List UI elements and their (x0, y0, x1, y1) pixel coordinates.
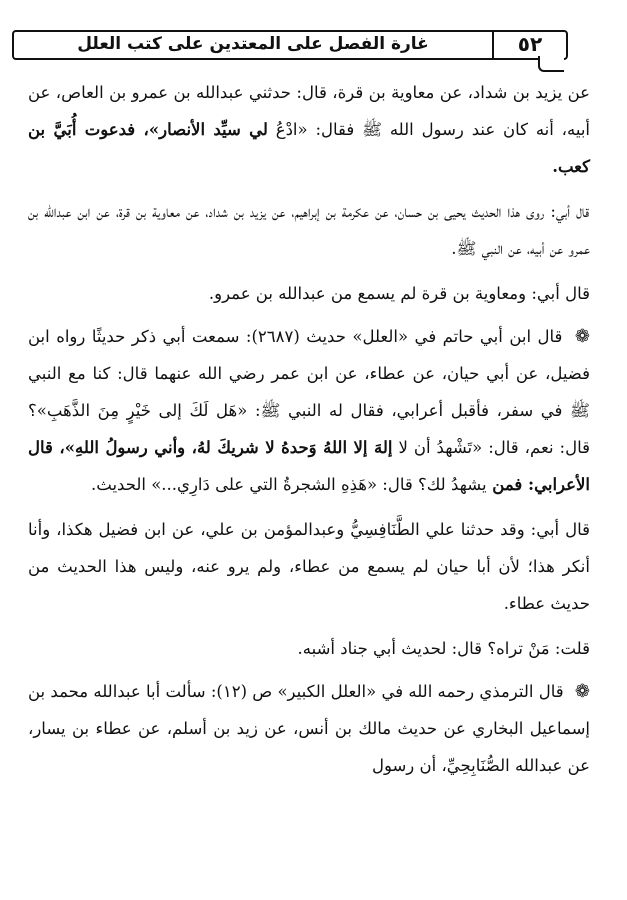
page-body (28, 74, 590, 792)
text-line: عمرو بن العاص، عن أبيه، أنه كان عند رسول الله ﷺ فقال: «ادْعُ (28, 83, 590, 139)
header-divider (492, 30, 494, 60)
paragraph-7 (28, 673, 590, 784)
paragraph-1 (28, 74, 590, 185)
text-line: قال أبي: ومعاوية بن قرة لم يسمع من عبدالله بن عمرو. (208, 284, 590, 303)
text-line: ﷺ: «هَل لَكَ إلى خَيْرٍ مِنَ الذَّهَبِ»؟ قال: نعم، قال: «تَشْهدُ أن لا (28, 401, 590, 457)
text-line: عن يزيد بن شداد، عن معاوية بن قرة، قال: حدثني عبدالله بن (168, 83, 590, 102)
paragraph-3 (28, 275, 590, 312)
text-line: عمرو عن أبيه، عن النبي ﷺ. (451, 239, 590, 258)
text-line: ذكر حديثًا رواه ابن فضيل، عن أبي حيان، عن عطاء، عن ابن عمر (28, 327, 590, 383)
page-header (12, 30, 568, 62)
text-line: قال أبي: وقد حدثنا علي الطَّنَافِسِيُّ وعبدالمؤمن بن علي، عن ابن (138, 520, 590, 539)
text-line: فضيل هكذا، وأنا أنكر هذا؛ لأن أبا حيان لم يسمع من عطاء، ولم يرو (28, 520, 590, 576)
text-line: يشهدُ لك؟ قال: «هَذِهِ الشجرةُ التي على دَارِي...» الحديث. (91, 475, 487, 494)
text-line: قال أبي: روى هذا الحديث يحيى بن حسان، عن عكرمة بن (319, 202, 590, 221)
text-line: عنه، وليس هذا الحديث من حديث عطاء. (28, 557, 590, 613)
paragraph-2 (28, 193, 590, 267)
text-line: إبراهيم، عن يزيد بن شداد، عن معاوية بن قرة، عن ابن عبدالله بن (28, 202, 320, 221)
book-title: غارة الفصل على المعتدين على كتب العلل (77, 34, 429, 54)
paragraph-6 (28, 630, 590, 667)
text-line: قال الترمذي رحمه الله في «العلل الكبير» ص (١٢): سألت أبا (140, 682, 564, 701)
text-line: قلت: مَنْ تراه؟ قال: لحديث أبي جناد أشبه. (297, 639, 590, 658)
flower-ornament-icon: ❁ (574, 326, 590, 347)
paragraph-5 (28, 511, 590, 622)
paragraph-4 (28, 318, 590, 503)
flower-ornament-icon: ❁ (574, 681, 590, 702)
text-line: عبدالله محمد بن إسماعيل البخاري عن حديث مالك بن أنس، عن (28, 682, 590, 738)
header-corner-tab (538, 56, 564, 72)
page-number: ٥٢ (517, 32, 543, 56)
text-line: زيد بن أسلم، عن عطاء بن يسار، عن عبدالله الصُّنَابِحِيِّ، أن رسول (28, 719, 590, 775)
text-line: إلهَ إلا اللهُ وَحدهُ لا شريكَ لهُ، وأني رسولُ اللهِ»، قال الأعرابي: فمن (28, 438, 590, 494)
text-line: لي سيِّد الأنصار»، فدعوت أُبَيَّ بن كعب. (28, 120, 590, 176)
text-line: قال ابن أبي حاتم في «العلل» حديث (٢٦٨٧): سمعت أبي (156, 327, 563, 346)
text-line: رضي الله عنهما قال: كنا مع النبي ﷺ في سفر، فأقبل أعرابي، فقال له النبي (28, 364, 590, 420)
